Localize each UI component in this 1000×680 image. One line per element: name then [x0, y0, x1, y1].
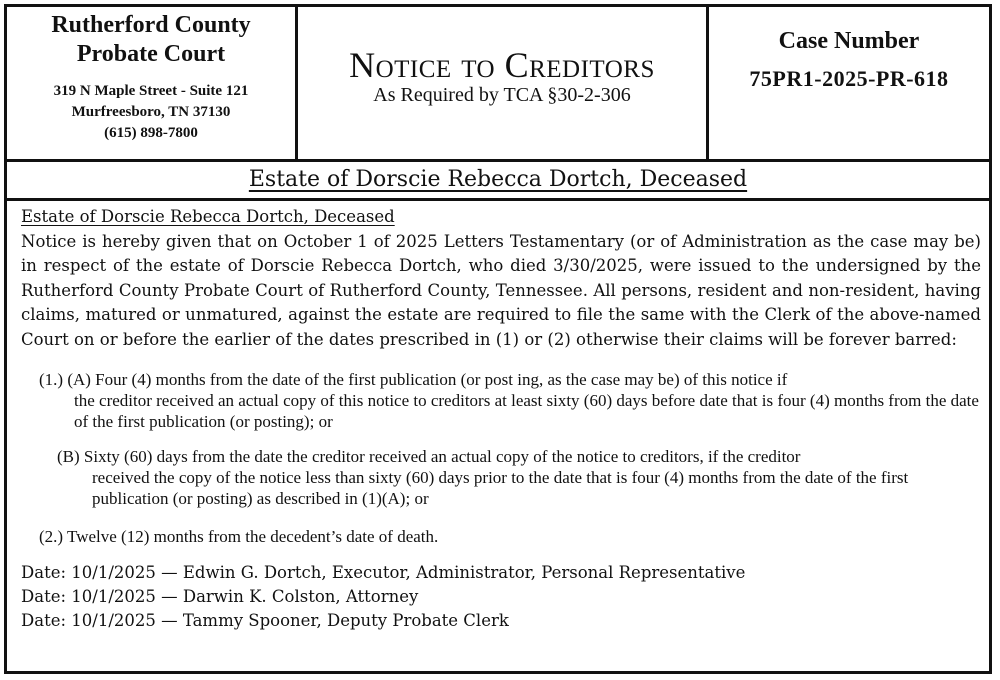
notice-body	[21, 205, 981, 633]
case-number-value: 75PR1-2025-PR-618	[749, 66, 949, 91]
court-name-line1: Rutherford County	[51, 12, 251, 38]
notice-document	[4, 4, 992, 674]
signature-line: Date: 10/1/2025 — Tammy Spooner, Deputy Probate Clerk	[21, 611, 509, 630]
list-item-1b-first: (B) Sixty (60) days from the date the creditor received an actual copy of the notice to creditors, if the creditor	[57, 447, 801, 466]
case-number-label: Case Number	[778, 28, 920, 54]
case-number-panel	[709, 7, 989, 159]
signature-block	[21, 561, 981, 633]
notice-title-panel	[298, 7, 709, 159]
estate-heading: Estate of Dorscie Rebecca Dortch, Deceased	[248, 167, 748, 192]
notice-subtitle: As Required by TCA §30-2-306	[373, 84, 631, 106]
list-item-1a-first: (1.) (A) Four (4) months from the date of the first publication (or post ing, as the case may be) of this notice if	[39, 370, 788, 389]
body-estate-line: Estate of Dorscie Rebecca Dortch, Deceased	[21, 207, 395, 226]
list-item-2: (2.) Twelve (12) months from the decedent’s date of death.	[39, 527, 439, 546]
estate-heading-bar	[7, 162, 989, 201]
court-address-line1: 319 N Maple Street - Suite 121	[53, 83, 249, 99]
notice-paragraph: Notice is hereby given that on October 1 of 2025 Letters Testamentary (or of Administration as the case may be) in respect of the estate of Dorscie Rebecca Dortch, who died 3/30/2025, were issued to the undersigned by the Rutherford County Probate Court of Rutherford County, Tennessee. All persons, resident and non-resident, having claims, matured or unmatured, against the estate are required to file the same with the Clerk of the above-named Court on or before the earlier of the dates prescribed in (1) or (2) otherwise their claims will be forever barred:	[21, 231, 981, 349]
court-phone: (615) 898-7800	[104, 125, 198, 141]
notice-title: Notice to Creditors	[349, 45, 655, 85]
signature-line: Date: 10/1/2025 — Edwin G. Dortch, Executor, Administrator, Personal Representative	[21, 563, 746, 582]
notice-header	[7, 7, 989, 162]
court-name	[7, 11, 295, 69]
list-item-1b	[21, 446, 981, 509]
signature-line: Date: 10/1/2025 — Darwin K. Colston, Attorney	[21, 587, 419, 606]
court-address	[7, 81, 295, 144]
court-address-line2: Murfreesboro, TN 37130	[71, 104, 231, 120]
list-item-1a	[21, 369, 981, 432]
court-name-line2: Probate Court	[76, 41, 226, 67]
list-item-1b-rest: received the copy of the notice less than sixty (60) days prior to the date that is four (4) months from the date of the first publication (or posting) as described in (1)(A); or	[92, 468, 909, 508]
court-info-panel	[7, 7, 298, 159]
list-item-1a-rest: the creditor received an actual copy of this notice to creditors at least sixty (60) days before date that is four (4) months from the date of the first publication (or posting); or	[74, 391, 979, 431]
